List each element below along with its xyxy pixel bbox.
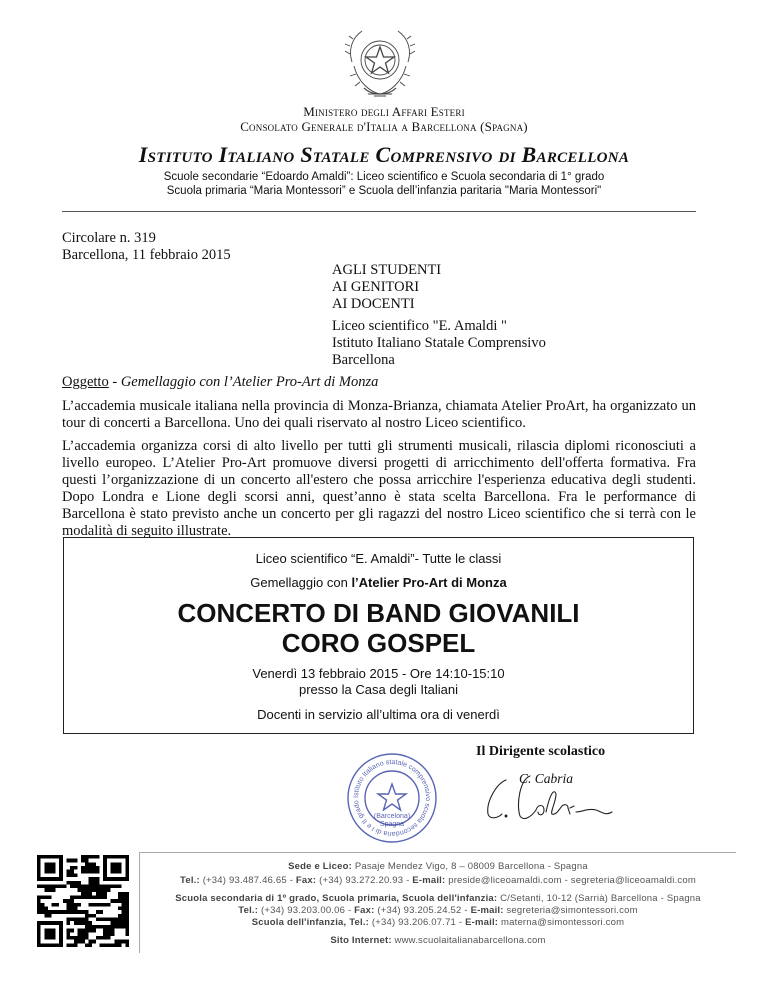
circular-info [62,230,231,264]
footer-line-4 [140,905,736,917]
consulate-line: Consolato Generale d'Italia a Barcellona (Spagna) [240,119,528,134]
footer-fax: (+34) 93.205.24.52 - [374,905,471,916]
event-title [64,598,693,658]
footer-fax-label: Fax: [295,875,317,886]
school-stamp [346,752,438,844]
footer-tel: (+34) 93.203.00.06 - [258,905,355,916]
footer-schools-label: Scuola secondaria di 1º grado, Scuola primaria, Scuola dell'infanzia: [175,893,498,904]
recipient-school-line: Barcellona [332,352,395,368]
signature-role: Il Dirigente scolastico [476,744,606,759]
footer-tel-label: Tel.: [180,875,200,886]
footer-fax: (+34) 93.272.20.93 - [316,875,413,886]
circular-date: Barcellona, 11 febbraio 2015 [62,247,231,263]
subject-line [62,374,378,391]
event-twinning-prefix: Gemellaggio con [250,575,352,590]
footer-line-1 [140,861,736,873]
footer-email-link[interactable]: segreteria@simontessori.com [503,905,638,916]
footer-email-label: E-mail: [465,917,499,928]
subject-label: Oggetto [62,374,109,390]
event-twinning [64,575,693,590]
italian-republic-emblem-icon [338,22,422,100]
footer-website-label: Sito Internet: [330,935,392,946]
footer-line-5 [140,917,736,929]
footer-email-link[interactable]: preside@liceoamaldi.com - segreteria@liceoamaldi.com [445,875,696,886]
recipient-teachers: AI DOCENTI [332,296,415,312]
footer-email-label: E-mail: [412,875,446,886]
schools-subtitle [0,170,768,198]
stamp-center-text-2: Spagna [379,821,405,828]
ministry-line: Ministero degli Affari Esteri [303,104,465,119]
footer-line-2 [140,875,736,887]
event-datetime: Venerdì 13 febbraio 2015 - Ore 14:10-15:10 [252,666,505,681]
recipient-school-block [332,318,546,369]
event-box [63,537,694,734]
footer-kindergarten-label: Scuola dell'infanzia, Tel.: [251,917,370,928]
footer-tel: (+34) 93.487.46.65 - [199,875,296,886]
event-when-where [64,666,693,698]
event-title-line-2: CORO GOSPEL [281,628,476,658]
body-paragraph-2: L’accademia organizza corsi di alto livello per tutti gli strumenti musicali, rilascia diplomi riconosciuti a livello europeo. L’Atelier Pro-Art promuove diversi progetti di arricchimento dell'offerta formativa. Fra questi l’organizzazione di un concerto all'estero che possa arricchire l'esperienza educativa degli studenti. Dopo Londra e Lione degli scorsi anni, quest’anno è stata scelta Barcellona. Fra le performance di Barcellona è stato previsto anche un concerto per gli ragazzi del nostro Liceo scientifico che si terrà con le modalità di seguito illustrate. [62,438,696,539]
footer-fax-label: Fax: [354,905,375,916]
footer-schools-address: C/Setanti, 10-12 (Sarrià) Barcellona - Spagna [497,893,701,904]
footer-tel: (+34) 93.206.07.71 - [369,917,466,928]
event-place: presso la Casa degli Italiani [299,682,458,697]
ministry-heading [0,104,768,134]
schools-line-2: Scuola primaria “Maria Montessori” e Scuola dell’infanzia paritaria "Maria Montessori" [166,185,602,197]
schools-line-1: Scuole secondarie “Edoardo Amaldi”: Liceo scientifico e Scuola secondaria di 1° grado [163,171,605,183]
stamp-ring-text: Istituto Italiano statale comprensivo scuola secondaria di I e II grado [352,758,432,838]
subject-separator: - [108,374,121,390]
footer-hq-address: Pasaje Mendez Vigo, 8 – 08009 Barcellona - Spagna [351,861,588,872]
recipient-parents: AI GENITORI [332,279,420,295]
footer-line-3 [140,893,736,905]
institute-title: Istituto Italiano Statale Comprensivo di Barcellona [138,142,630,167]
event-teachers: Docenti in servizio all’ultima ora di venerdì [257,707,500,722]
recipient-school-line: Liceo scientifico "E. Amaldi " [332,318,507,334]
body-paragraph-1: L’accademia musicale italiana nella provincia di Monza-Brianza, chiamata Atelier ProArt, ha organizzato un tour di concerti a Barcellona. Uno dei quali riservato al nostro Liceo scientifico. [62,398,696,431]
footer-tel-label: Tel.: [238,905,259,916]
footer-website-link[interactable]: www.scuolaitalianabarcellona.com [391,935,546,946]
qr-code[interactable] [37,855,129,947]
footer-hq-label: Sede e Liceo: [288,861,352,872]
footer-email-link[interactable]: materna@simontessori.com [498,917,625,928]
event-audience: Liceo scientifico “E. Amaldi”- Tutte le classi [255,551,502,566]
footer-email-label: E-mail: [470,905,504,916]
signature-name: C. Cabria [519,771,574,786]
header-divider [62,211,696,212]
recipients-block [332,262,441,313]
event-twinning-academy: l’Atelier Pro-Art di Monza [351,575,507,590]
event-title-line-1: CONCERTO DI BAND GIOVANILI [177,598,580,628]
subject-text: Gemellaggio con l’Atelier Pro-Art di Monza [120,374,379,390]
recipient-school-line: Istituto Italiano Statale Comprensivo [332,335,546,351]
circular-number: Circolare n. 319 [62,230,156,246]
footer-line-6 [140,935,736,947]
stamp-center-text-1: (Barcelona) [373,813,411,820]
footer-contacts [139,852,736,953]
recipient-students: AGLI STUDENTI [332,262,442,278]
